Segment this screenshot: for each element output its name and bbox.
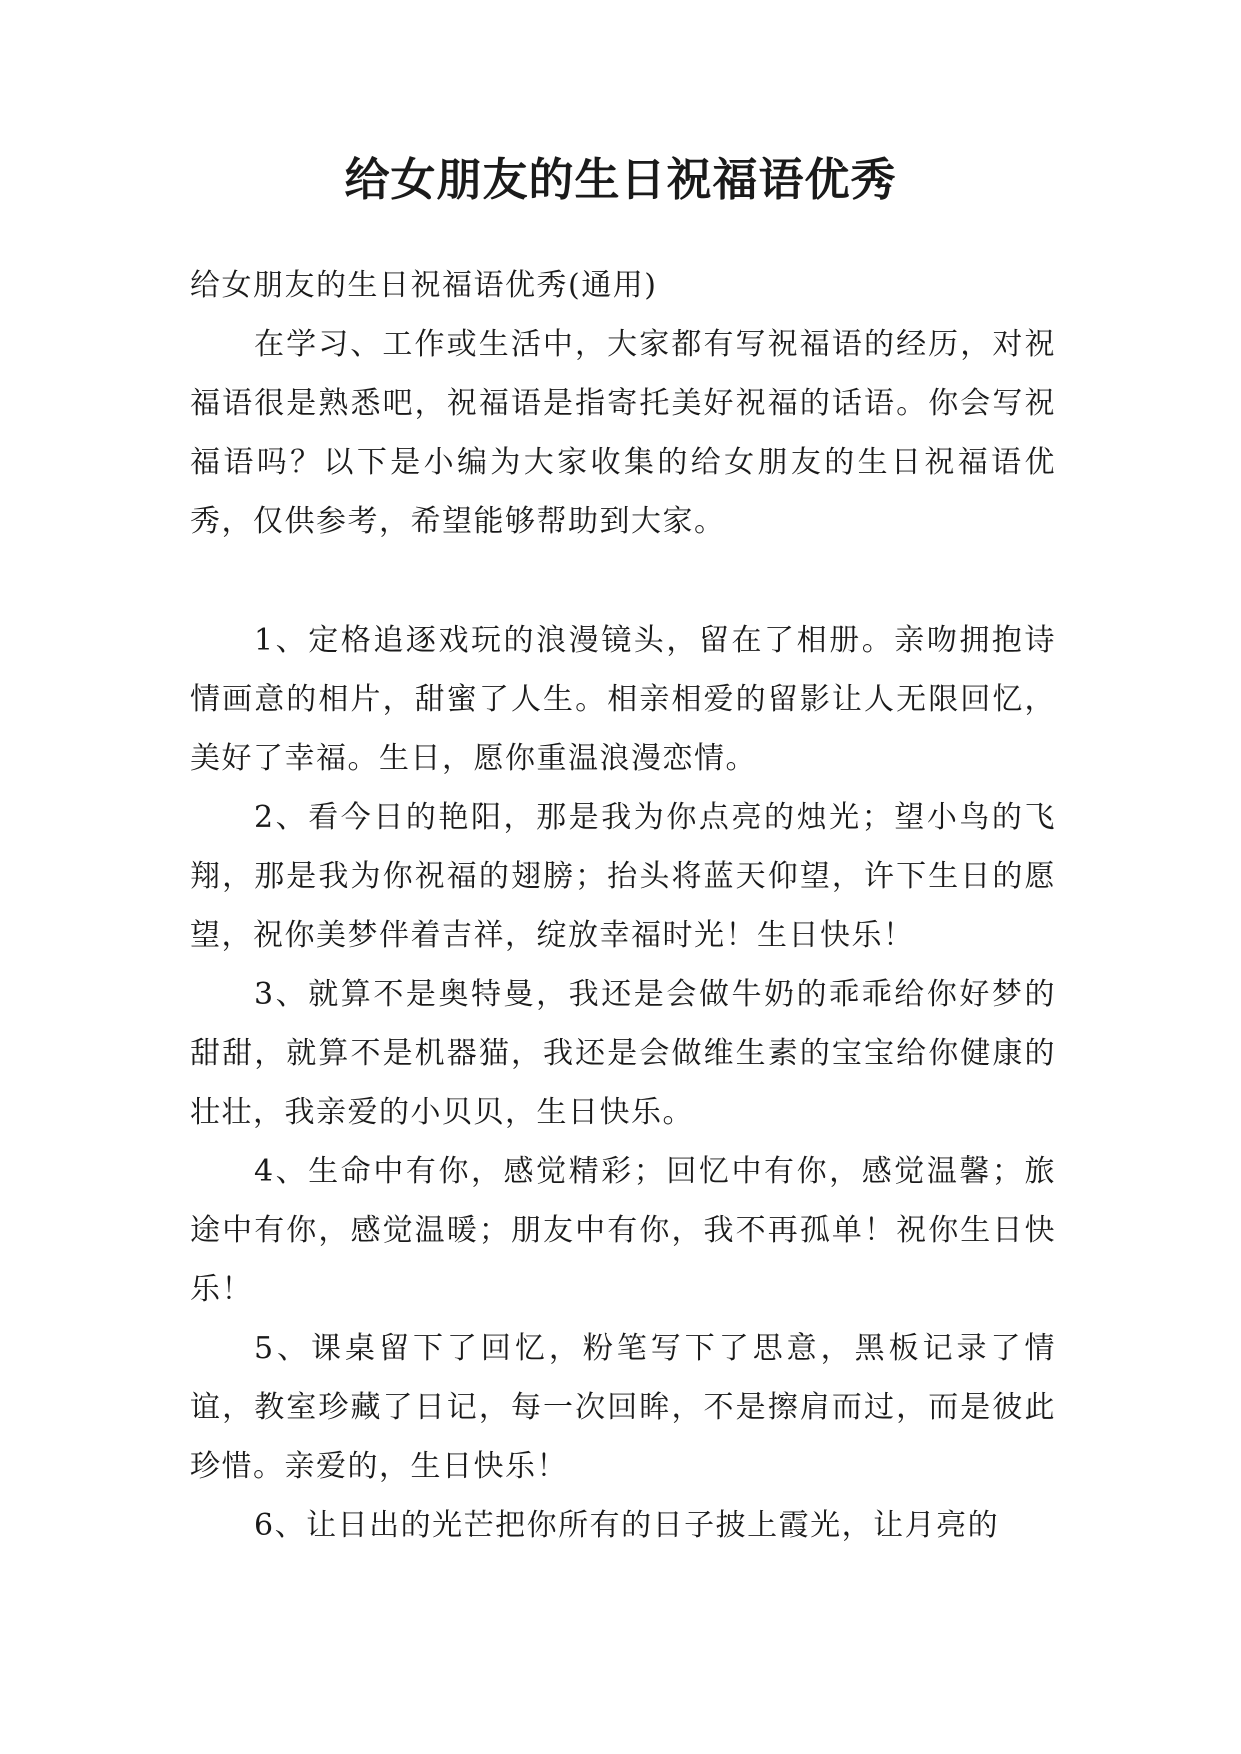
document-body (190, 256, 1056, 1555)
blessing-item-2: 2、看今日的艳阳，那是我为你点亮的烛光；望小鸟的飞翔，那是我为你祝福的翅膀；抬头将蓝天仰望，许下生日的愿望，祝你美梦伴着吉祥，绽放幸福时光！生日快乐！ (190, 800, 1056, 953)
document-title: 给女朋友的生日祝福语优秀 (344, 153, 897, 206)
intro-paragraph: 在学习、工作或生活中，大家都有写祝福语的经历，对祝福语很是熟悉吧，祝福语是指寄托美好祝福的话语。你会写祝福语吗？以下是小编为大家收集的给女朋友的生日祝福语优秀，仅供参考，希望能够帮助到大家。 (190, 327, 1056, 539)
blessing-item-1: 1、定格追逐戏玩的浪漫镜头，留在了相册。亲吻拥抱诗情画意的相片，甜蜜了人生。相亲相爱的留影让人无限回忆，美好了幸福。生日，愿你重温浪漫恋情。 (190, 623, 1056, 776)
blessing-item-6: 6、让日出的光芒把你所有的日子披上霞光，让月亮的 (254, 1508, 1000, 1543)
blessing-item-4: 4、生命中有你，感觉精彩；回忆中有你，感觉温馨；旅途中有你，感觉温暖；朋友中有你，我不再孤单！祝你生日快乐！ (190, 1154, 1056, 1307)
document-subtitle: 给女朋友的生日祝福语优秀(通用) (190, 268, 658, 303)
blessing-item-5: 5、课桌留下了回忆，粉笔写下了思意，黑板记录了情谊，教室珍藏了日记，每一次回眸，不是擦肩而过，而是彼此珍惜。亲爱的，生日快乐！ (190, 1331, 1056, 1484)
blessing-item-3: 3、就算不是奥特曼，我还是会做牛奶的乖乖给你好梦的甜甜，就算不是机器猫，我还是会做维生素的宝宝给你健康的壮壮，我亲爱的小贝贝，生日快乐。 (190, 977, 1056, 1130)
paragraph-spacer (190, 551, 1056, 611)
